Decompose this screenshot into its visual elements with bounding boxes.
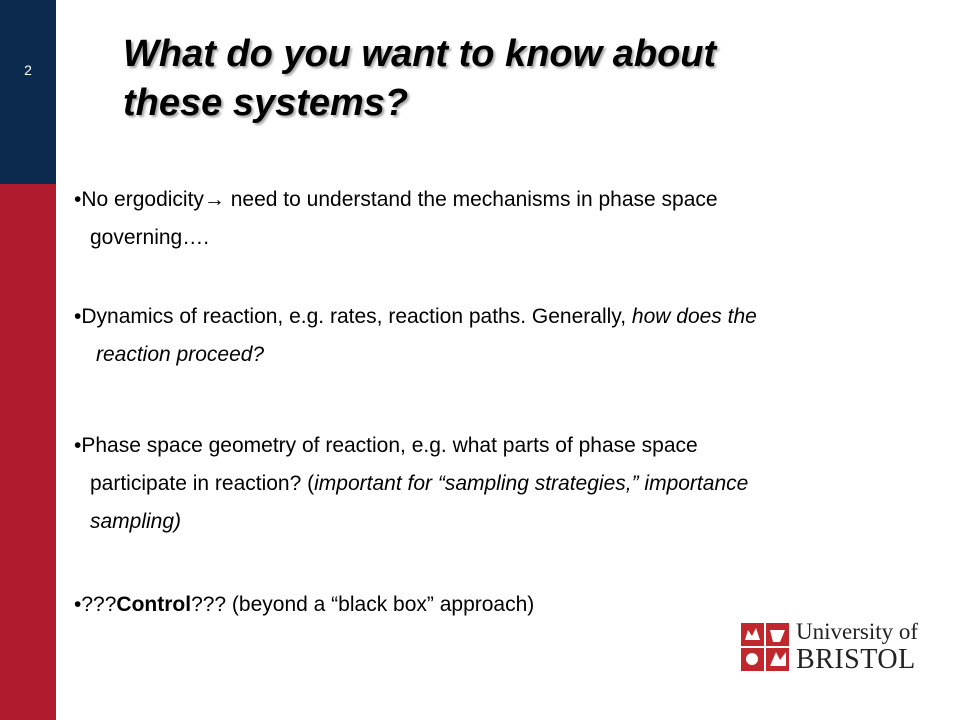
bullet-continuation: governing…. (90, 226, 210, 249)
arrow-right-icon: → (203, 188, 225, 211)
slide-title-line-2: these systems? (123, 82, 409, 124)
bullet-line (74, 298, 757, 336)
university-logo (740, 619, 919, 675)
bullet-marker: • (74, 593, 82, 616)
bullet-control (74, 586, 534, 624)
bullet-geometry (74, 427, 748, 541)
bullet-line (74, 586, 534, 624)
bullet-line (74, 181, 718, 219)
bullet-text-italic: how does the (631, 305, 757, 328)
crest-icon (740, 622, 790, 672)
bullet-ergodicity (74, 181, 718, 257)
slide-number: 2 (24, 62, 32, 78)
bullet-text: No ergodicity (81, 188, 204, 211)
bullet-marker: • (74, 188, 82, 211)
bullet-marker: • (74, 434, 82, 457)
slide-title-line-1: What do you want to know about (123, 33, 717, 75)
slide-title (123, 30, 883, 128)
bullet-continuation: sampling) (90, 510, 182, 533)
bullet-text: Phase space geometry of reaction, e.g. what parts of phase space (81, 434, 698, 457)
bullet-line (74, 427, 748, 465)
bullet-continuation: reaction proceed? (96, 343, 265, 366)
bullet-dynamics (74, 298, 757, 374)
bullet-text: Dynamics of reaction, e.g. rates, reaction paths. Generally, (81, 305, 632, 328)
bullet-text-bold: Control (116, 593, 192, 616)
logo-text-line-2: BRISTOL (796, 644, 916, 675)
bullet-text-italic: important for “sampling strategies,” importance (314, 472, 749, 495)
sidebar-bottom-band (0, 184, 56, 720)
bullet-text: participate in reaction? ( (90, 472, 315, 495)
bullet-continuation (74, 465, 748, 503)
logo-text-line-1: University of (796, 619, 919, 644)
bullet-marker: • (74, 305, 82, 328)
bullet-text: ??? (beyond a “black box” approach) (191, 593, 535, 616)
sidebar-top-band (0, 0, 56, 184)
bullet-text: need to understand the mechanisms in phase space (224, 188, 718, 211)
bullet-text: ??? (81, 593, 117, 616)
